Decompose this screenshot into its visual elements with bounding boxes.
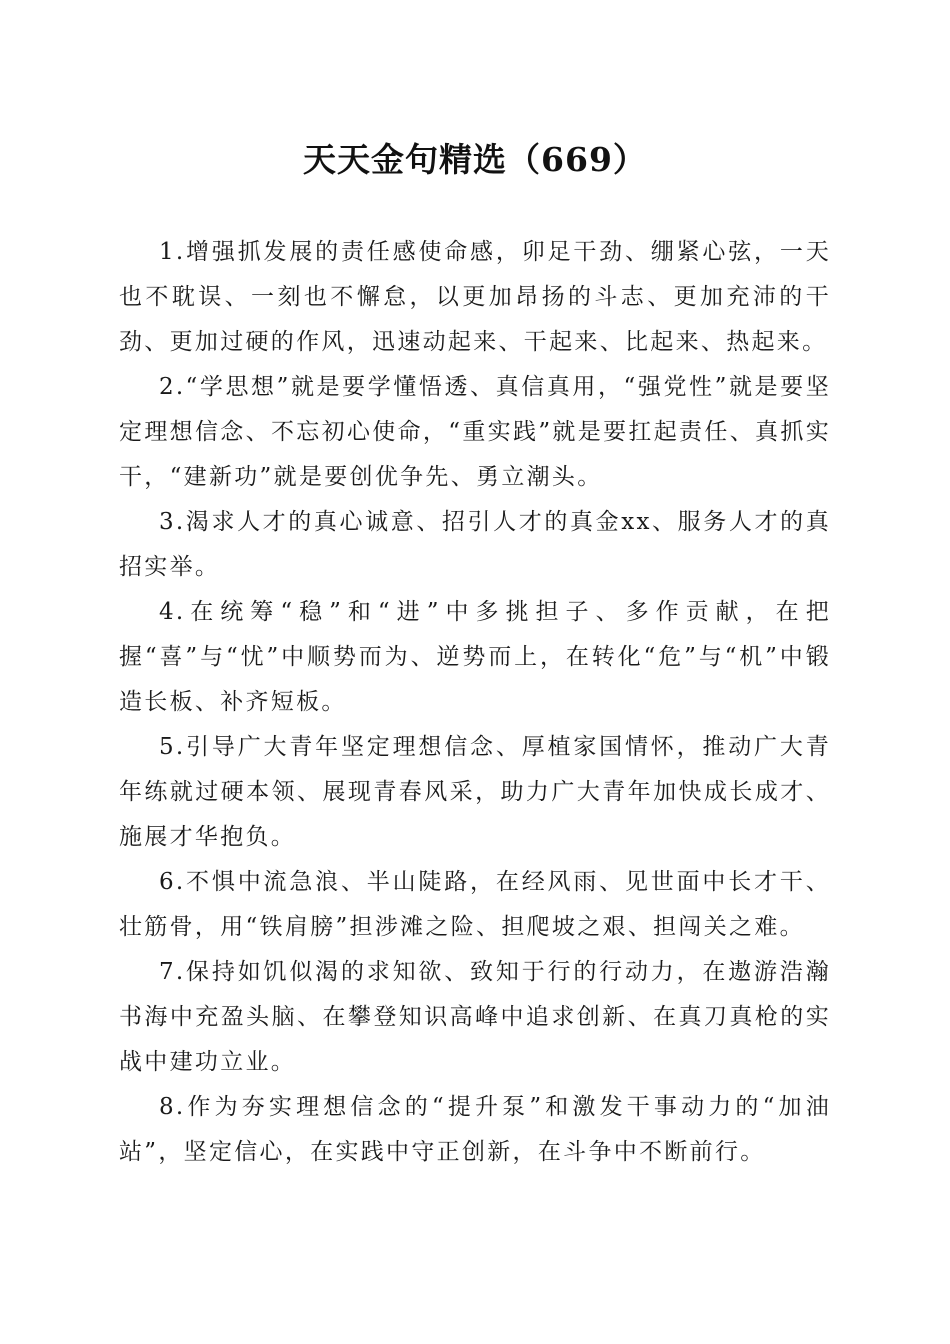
quote-paragraph-1: 1.增强抓发展的责任感使命感，卯足干劲、绷紧心弦，一天也不耽误、一刻也不懈怠，以更加昂扬的斗志、更加充沛的干劲、更加过硬的作风，迅速动起来、干起来、比起来、热起来。 <box>119 239 831 355</box>
quote-paragraph-7: 7.保持如饥似渴的求知欲、致知于行的行动力，在遨游浩瀚书海中充盈头脑、在攀登知识高峰中追求创新、在真刀真枪的实战中建功立业。 <box>119 959 831 1075</box>
quote-paragraph-4: 4.在统筹“稳”和“进”中多挑担子、多作贡献，在把握“喜”与“忧”中顺势而为、逆势而上，在转化“危”与“机”中锻造长板、补齐短板。 <box>119 599 831 715</box>
quote-paragraph-5: 5.引导广大青年坚定理想信念、厚植家国情怀，推动广大青年练就过硬本领、展现青春风采，助力广大青年加快成长成才、施展才华抱负。 <box>119 734 831 850</box>
quote-paragraph-3: 3.渴求人才的真心诚意、招引人才的真金xx、服务人才的真招实举。 <box>119 509 831 580</box>
document-body <box>119 230 831 1175</box>
quote-paragraph-6: 6.不惧中流急浪、半山陡路，在经风雨、见世面中长才干、壮筋骨，用“铁肩膀”担涉滩之险、担爬坡之艰、担闯关之难。 <box>119 869 831 940</box>
document-title: 天天金句精选（669） <box>303 140 647 179</box>
quote-paragraph-8: 8.作为夯实理想信念的“提升泵”和激发干事动力的“加油站”，坚定信心，在实践中守正创新，在斗争中不断前行。 <box>119 1094 831 1165</box>
quote-paragraph-2: 2.“学思想”就是要学懂悟透、真信真用，“强党性”就是要坚定理想信念、不忘初心使命，“重实践”就是要扛起责任、真抓实干，“建新功”就是要创优争先、勇立潮头。 <box>119 374 831 490</box>
